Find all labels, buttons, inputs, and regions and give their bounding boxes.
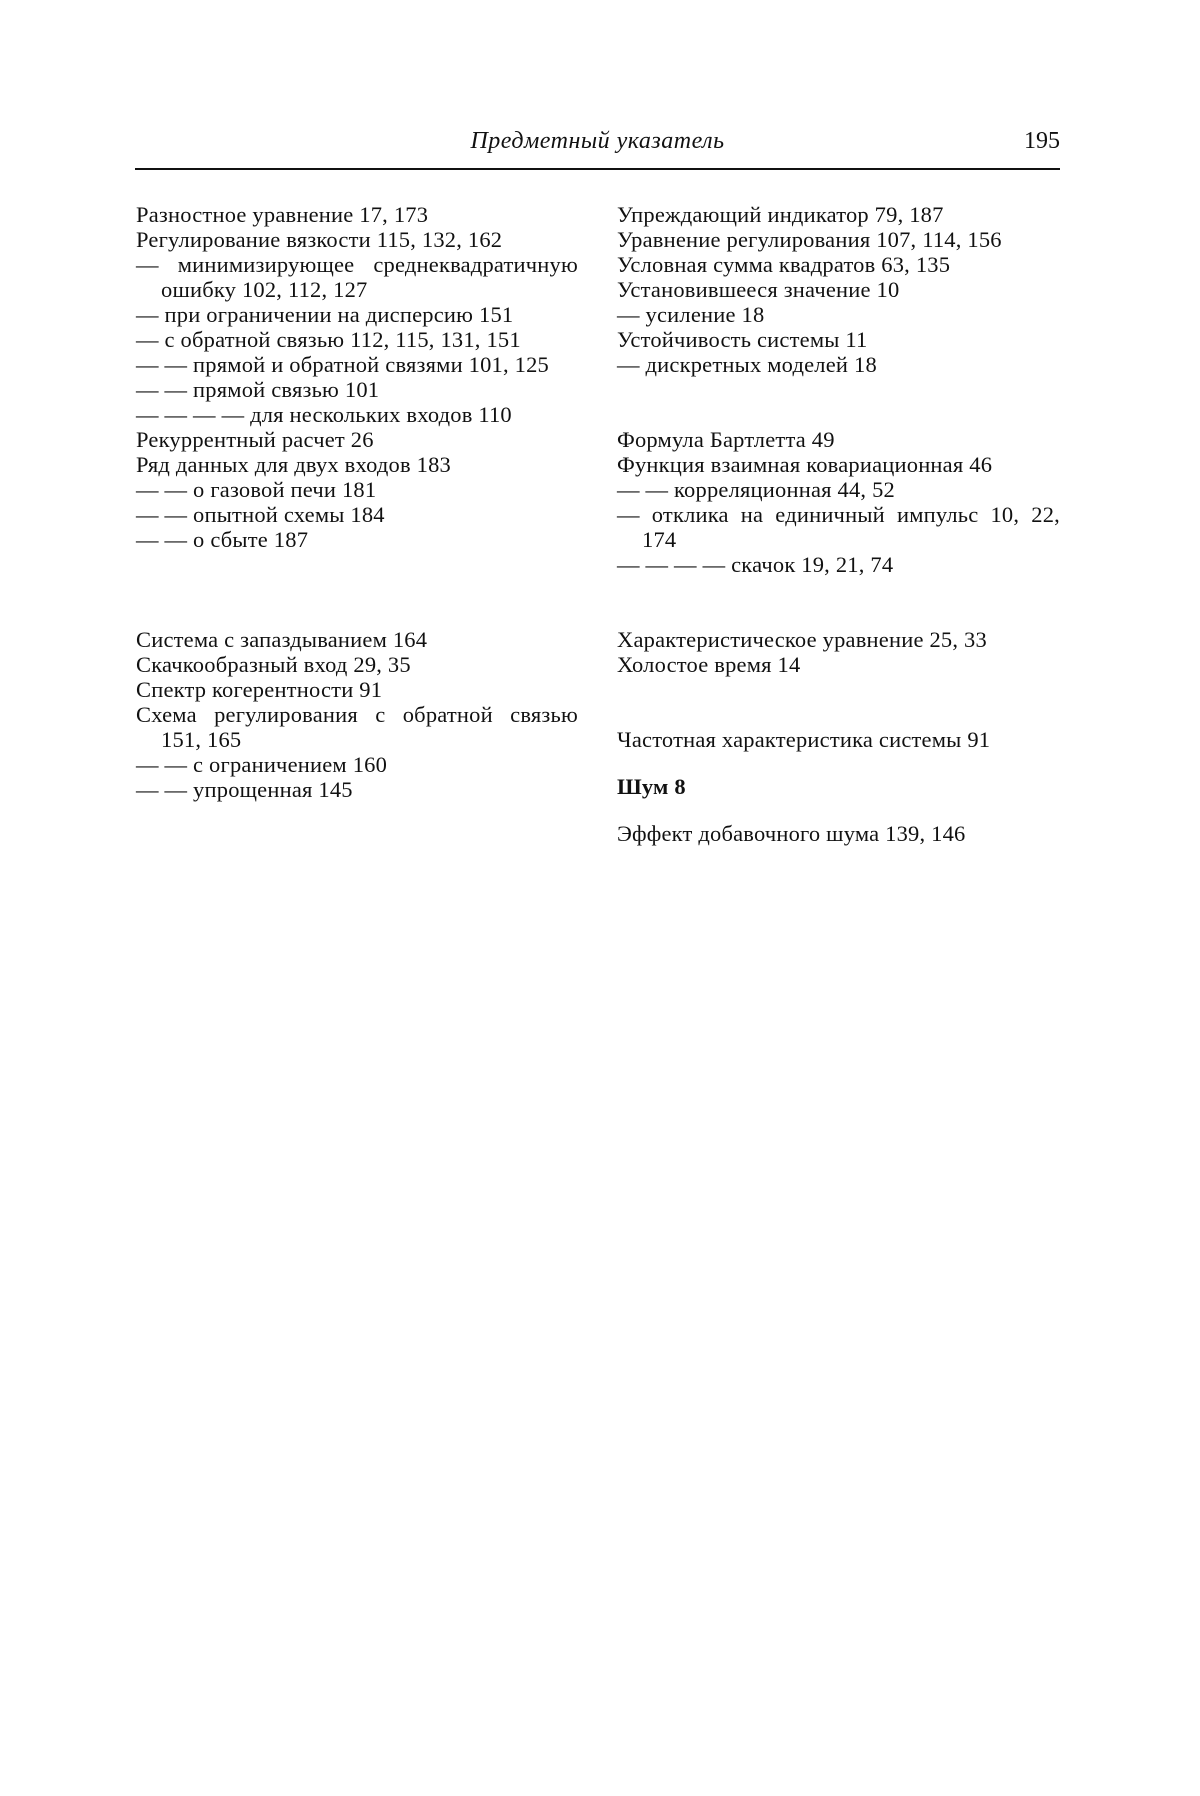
- group-spacer: [136, 552, 578, 627]
- index-entry: — с обратной связью 112, 115, 131, 151: [136, 327, 521, 352]
- group-spacer: [617, 677, 1060, 727]
- index-entry: — — с ограничением 160: [136, 752, 388, 777]
- index-entry: — отклика на единичный импульс 10, 22, 174: [617, 502, 1060, 552]
- index-entry: — — прямой связью 101: [136, 377, 380, 402]
- index-entry: Регулирование вязкости 115, 132, 162: [136, 227, 503, 252]
- running-title: Предметный указатель: [470, 128, 725, 154]
- index-group-kh: [617, 627, 1060, 677]
- page-number: 195: [1024, 128, 1060, 154]
- index-entry: Формула Бартлетта 49: [617, 427, 835, 452]
- index-entry: Упреждающий индикатор 79, 187: [617, 202, 944, 227]
- index-entry: Условная сумма квадратов 63, 135: [617, 252, 951, 277]
- index-group-sh: [617, 774, 1060, 799]
- index-group-s: [136, 627, 578, 802]
- index-entry: Разностное уравнение 17, 173: [136, 202, 429, 227]
- index-entry: Функция взаимная ковариационная 46: [617, 452, 993, 477]
- running-header: [135, 128, 1060, 170]
- index-entry: Устойчивость системы 11: [617, 327, 868, 352]
- index-entry: — — — — скачок 19, 21, 74: [617, 552, 894, 577]
- index-entry: — — о газовой печи 181: [136, 477, 377, 502]
- index-entry: — — о сбыте 187: [136, 527, 309, 552]
- index-entry: Эффект добавочного шума 139, 146: [617, 821, 966, 846]
- index-entry: Характеристическое уравнение 25, 33: [617, 627, 987, 652]
- index-entry: Рекуррентный расчет 26: [136, 427, 374, 452]
- index-column-left: [136, 202, 578, 802]
- index-entry: — при ограничении на дисперсию 151: [136, 302, 514, 327]
- index-group-ch: [617, 727, 1060, 752]
- index-group-f: [617, 427, 1060, 577]
- index-entry: Схема регулирования с обратной связью 151, 165: [136, 702, 578, 752]
- index-entry: — — упрощенная 145: [136, 777, 353, 802]
- index-entry: Частотная характеристика системы 91: [617, 727, 991, 752]
- index-entry: — — корреляционная 44, 52: [617, 477, 895, 502]
- group-spacer: [617, 799, 1060, 821]
- index-entry: Спектр когерентности 91: [136, 677, 383, 702]
- index-entry: Скачкообразный вход 29, 35: [136, 652, 411, 677]
- index-entry: Уравнение регулирования 107, 114, 156: [617, 227, 1002, 252]
- group-spacer: [617, 577, 1060, 627]
- index-column-right: [617, 202, 1060, 846]
- index-group-u: [617, 202, 1060, 377]
- index-group-e: [617, 821, 1060, 846]
- index-entry: Ряд данных для двух входов 183: [136, 452, 451, 477]
- group-spacer: [617, 377, 1060, 427]
- index-entry: Холостое время 14: [617, 652, 801, 677]
- index-entry: — дискретных моделей 18: [617, 352, 877, 377]
- index-group-r: [136, 202, 578, 552]
- index-entry: — усиление 18: [617, 302, 765, 327]
- index-entry: Шум 8: [617, 774, 686, 799]
- index-entry: — — опытной схемы 184: [136, 502, 385, 527]
- index-entry: Установившееся значение 10: [617, 277, 900, 302]
- index-entry: Система с запаздыванием 164: [136, 627, 428, 652]
- index-entry: — минимизирующее среднеквадратичную ошибку 102, 112, 127: [136, 252, 578, 302]
- index-entry: — — прямой и обратной связями 101, 125: [136, 352, 550, 377]
- group-spacer: [617, 752, 1060, 774]
- index-entry: — — — — для нескольких входов 110: [136, 402, 512, 427]
